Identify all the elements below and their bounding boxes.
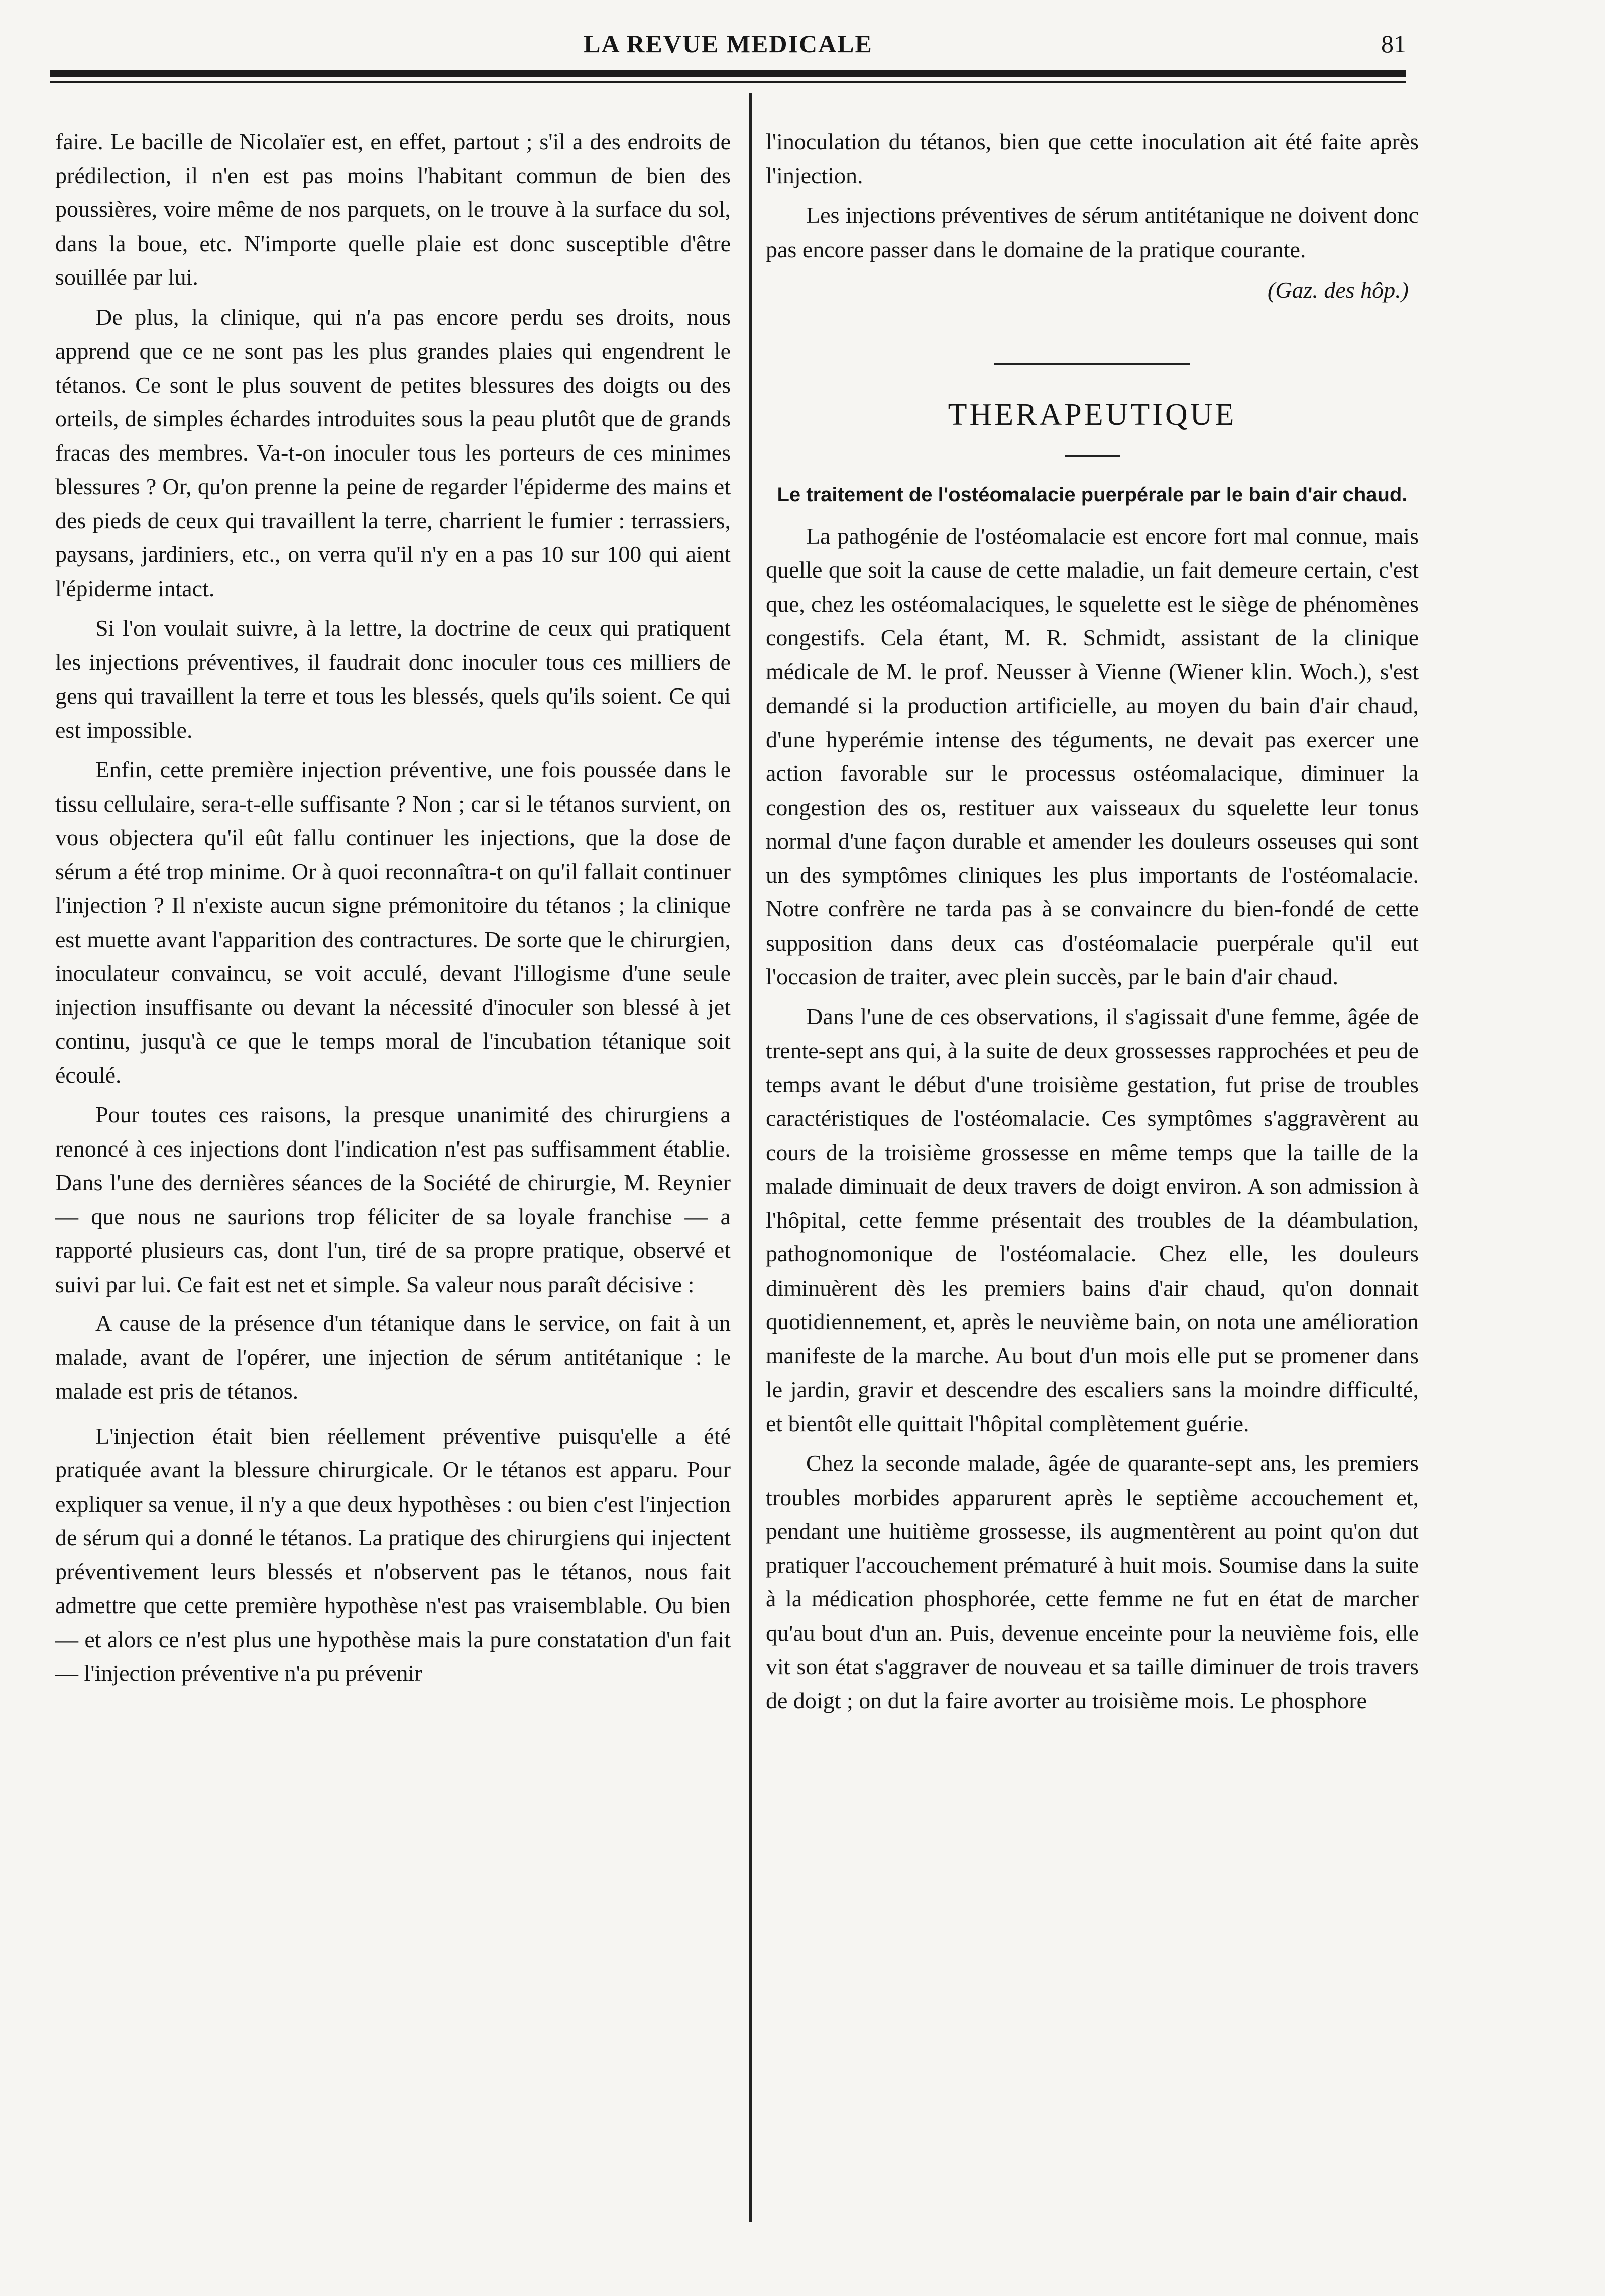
- paragraph: Dans l'une de ces observations, il s'agissait d'une femme, âgée de trente-sept ans qui, à la suite de deux grossesses rapprochées et peu de temps avant le début d'une troisième gestation, fut prise de troubles caractéristiques de l'ostéomalacie. Ces symptômes s'aggravèrent au cours de la troisième grossesse en même temps que la taille de la malade diminuait de deux travers de doigt environ. A son admission à l'hôpital, cette femme présentait des troubles de la déambulation, pathognomonique de l'ostéomalacie. Chez elle, les douleurs diminuèrent dès les premiers bains d'air chaud, qu'on donnait quotidiennement, et, après le neuvième bain, on nota une amélioration manifeste de la marche. Au bout d'un mois elle put se promener dans le jardin, gravir et descendre des escaliers sans la moindre difficulté, et bientôt elle quittait l'hôpital complètement guérie.: [766, 1003, 1419, 1436]
- paragraph: Les injections préventives de sérum antitétanique ne doivent donc pas encore passer dans le domaine de la pratique courante.: [766, 202, 1419, 262]
- paragraph: faire. Le bacille de Nicolaïer est, en effet, partout ; s'il a des endroits de prédilection, il n'en est pas moins l'habitant commun de bien des poussières, voire même de nos parquets, on le trouve à la surface du sol, dans la boue, etc. N'importe quelle plaie est donc susceptible d'être souillée par lui.: [55, 129, 731, 290]
- column-divider: [749, 93, 752, 2222]
- left-column: [55, 125, 731, 1690]
- paragraph: Si l'on voulait suivre, à la lettre, la doctrine de ceux qui pratiquent les injections préventives, il faudrait donc inoculer tous ces milliers de gens qui travaillent la terre et tous les blessés, quels qu'ils soient. Ce qui est impossible.: [55, 615, 731, 743]
- section-title: THERAPEUTIQUE: [948, 397, 1237, 432]
- header-rule-thick: [50, 70, 1406, 77]
- source-citation: (Gaz. des hôp.): [1267, 277, 1409, 303]
- page-number: 81: [1381, 30, 1406, 58]
- quoted-case: A cause de la présence d'un tétanique dans le service, on fait à un malade, avant de l'opérer, une injection de sérum antitétanique : le malade est pris de tétanos.: [55, 1310, 731, 1404]
- paragraph: L'injection était bien réellement préventive puisqu'elle a été pratiquée avant la blessure chirurgicale. Or le tétanos est apparu. Pour expliquer sa venue, il n'y a que deux hypothèses : ou bien c'est l'injection de sérum qui a donné le tétanos. La pratique des chirurgiens qui injectent préventivement leurs blessés et n'observent pas le tétanos, nous fait admettre que cette première hypothèse n'est pas vraisemblable. Ou bien — et alors ce n'est plus une hypothèse mais la pure constatation d'un fait — l'injection préventive n'a pu prévenir: [55, 1423, 731, 1686]
- header-rule-thin: [50, 81, 1406, 83]
- right-column: [766, 125, 1419, 1717]
- paragraph: l'inoculation du tétanos, bien que cette inoculation ait été faite après l'injection.: [766, 129, 1419, 188]
- page-header: [50, 24, 1406, 64]
- paragraph: Pour toutes ces raisons, la presque unanimité des chirurgiens a renoncé à ces injections dont l'indication n'est pas suffisamment établie. Dans l'une des dernières séances de la Société de chirurgie, M. Reynier — que nous ne saurions trop féliciter de sa loyale franchise — a rapporté plusieurs cas, dont l'un, tiré de sa propre pratique, observé et suivi par lui. Ce fait est net et simple. Sa valeur nous paraît décisive :: [55, 1102, 731, 1297]
- paragraph: La pathogénie de l'ostéomalacie est encore fort mal connue, mais quelle que soit la cause de cette maladie, un fait demeure certain, c'est que, chez les ostéomalaciques, le squelette est le siège de phénomènes congestifs. Cela étant, M. R. Schmidt, assistant de la clinique médicale de M. le prof. Neusser à Vienne (Wiener klin. Woch.), s'est demandé si la production artificielle, au moyen du bain d'air chaud, d'une hyperémie intense des téguments, ne devait pas exercer une action favorable sur le processus ostéomalacique, diminuer la congestion des os, restituer aux vaisseaux du squelette leur tonus normal d'une façon durable et amender les douleurs osseuses qui sont un des symptômes cliniques les plus importants de l'ostéomalacie. Notre confrère ne tarda pas à se convaincre du bien-fondé de cette supposition dans deux cas d'ostéomalacie puerpérale qu'il eut l'occasion de traiter, avec plein succès, par le bain d'air chaud.: [766, 523, 1419, 989]
- paragraph: De plus, la clinique, qui n'a pas encore perdu ses droits, nous apprend que ce ne sont pas les plus grandes plaies qui engendrent le tétanos. Ce sont le plus souvent de petites blessures des doigts ou des orteils, de simples échardes introduites sous la peau plutôt que de grands fracas des membres. Va-t-on inoculer tous les porteurs de ces minimes blessures ? Or, qu'on prenne la peine de regarder l'épiderme des mains et des pieds de ceux qui travaillent la terre, charrient le fumier : terrassiers, paysans, jardiniers, etc., on verra qu'il n'y en a pas 10 sur 100 qui aient l'épiderme intact.: [55, 304, 731, 601]
- paragraph: Enfin, cette première injection préventive, une fois poussée dans le tissu cellulaire, sera-t-elle suffisante ? Non ; car si le tétanos survient, on vous objectera qu'il eût fallu continuer les injections, que la dose de sérum a été trop minime. Or à quoi reconnaîtra-t on qu'il fallait continuer l'injection ? Il n'existe aucun signe prémonitoire du tétanos ; la clinique est muette avant l'apparition des contractures. De sorte que le chirurgien, inoculateur convaincu, se voit acculé, devant l'illogisme d'une seule injection insuffisante ou devant la nécessité d'inoculer son blessé à jet continu, jusqu'à ce que le temps moral de l'incubation tétanique soit écoulé.: [55, 757, 731, 1088]
- section-separator: [994, 363, 1190, 365]
- title-underline: [1065, 455, 1120, 457]
- running-title: LA REVUE MEDICALE: [584, 30, 873, 58]
- paragraph: Chez la seconde malade, âgée de quarante-sept ans, les premiers troubles morbides apparurent après le septième accouchement et, pendant une huitième grossesse, ils augmentèrent au point qu'on dut pratiquer l'accouchement prématuré à huit mois. Soumise dans la suite à la médication phosphorée, cette femme ne fut en état de marcher qu'au bout d'un an. Puis, devenue enceinte pour la neuvième fois, elle vit son état s'aggraver de nouveau et sa taille diminuer de trois travers de doigt ; on dut la faire avorter au troisième mois. Le phosphore: [766, 1450, 1419, 1713]
- article-heading: Le traitement de l'ostéomalacie puerpérale par le bain d'air chaud.: [777, 483, 1408, 506]
